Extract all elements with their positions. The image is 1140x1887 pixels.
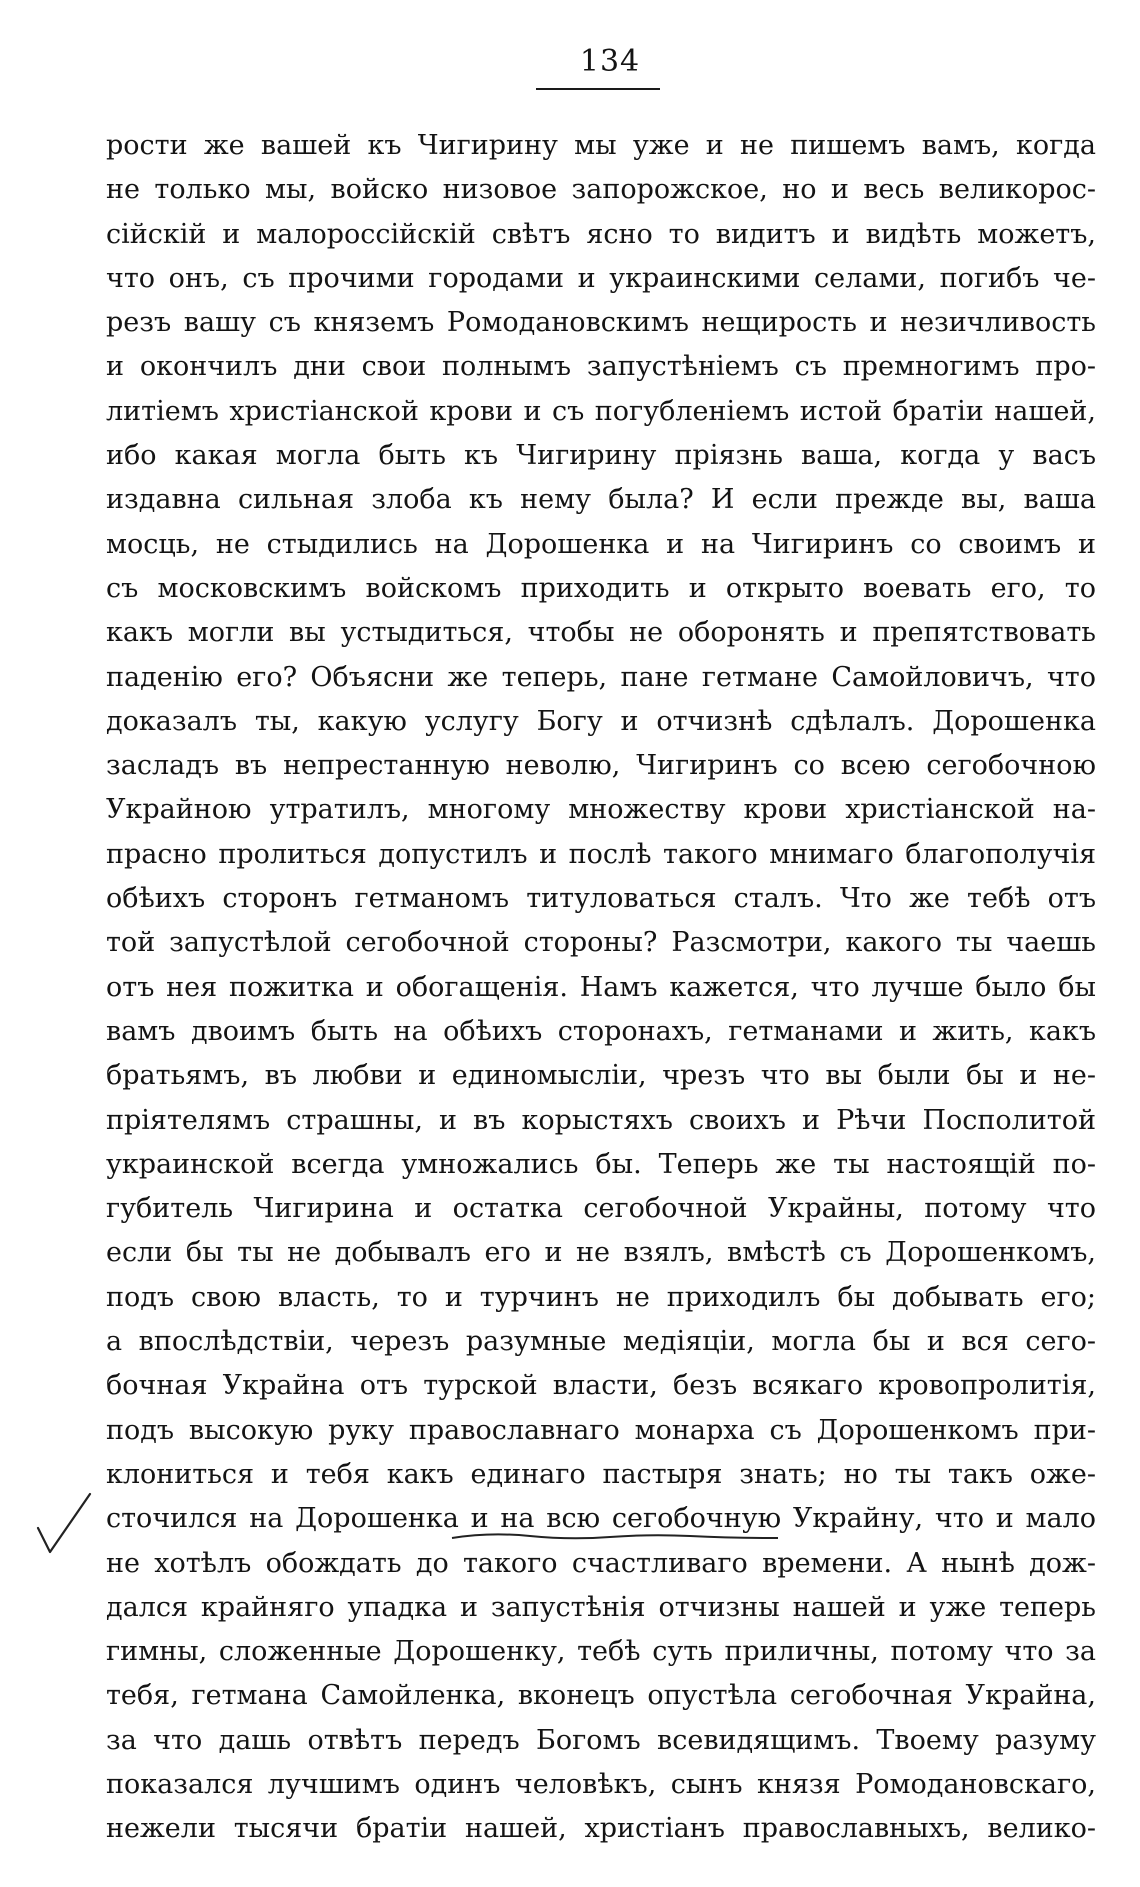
body-text <box>106 124 1096 1852</box>
text-line: засладъ въ непрестанную неволю, Чигиринъ со всею сегобочною <box>106 750 1096 782</box>
text-line: пріятелямъ страшны, и въ корыстяхъ своихъ и Рѣчи Посполитой <box>106 1104 1096 1136</box>
text-line: съ московскимъ войскомъ приходить и открыто воевать его, то <box>106 572 1096 604</box>
text-line: показался лучшимъ одинъ человѣкъ, сынъ князя Ромодановскаго, <box>106 1768 1096 1800</box>
text-line: прасно пролиться допустилъ и послѣ такого мнимаго благополучія <box>106 838 1096 870</box>
text-line: сточился на Дорошенка и на всю сегобочную Украйну, что и мало <box>106 1503 1096 1535</box>
text-line: не только мы, войско низовое запорожское, но и весь великорос- <box>106 174 1096 206</box>
text-line: той запустѣлой сегобочной стороны? Разсмотри, какого ты чаешь <box>106 927 1096 959</box>
text-line: и окончилъ дни свои полнымъ запустѣніемъ съ премногимъ про- <box>106 351 1096 383</box>
text-line: нежели тысячи братіи нашей, христіанъ православныхъ, велико- <box>106 1813 1096 1845</box>
text-line: не хотѣлъ обождать до такого счастливаго времени. А нынѣ дож- <box>106 1547 1096 1579</box>
text-line: губитель Чигирина и остатка сегобочной Украйны, потому что <box>106 1193 1096 1225</box>
text-line: подъ свою власть, то и турчинъ не приходилъ бы добывать его; <box>106 1281 1096 1313</box>
handwritten-underline <box>450 1530 780 1544</box>
text-line: клониться и тебя какъ единаго пастыря знать; но ты такъ оже- <box>106 1458 1096 1490</box>
text-line: а впослѣдствіи, черезъ разумные медіяціи, могла бы и вся сего- <box>106 1326 1096 1358</box>
text-line: доказалъ ты, какую услугу Богу и отчизнѣ сдѣлалъ. Дорошенка <box>106 705 1096 737</box>
text-line: за что дашь отвѣтъ передъ Богомъ всевидящимъ. Твоему разуму <box>106 1724 1096 1756</box>
text-line: литіемъ христіанской крови и съ погубленіемъ истой братіи нашей, <box>106 395 1096 427</box>
text-line: вамъ двоимъ быть на обѣихъ сторонахъ, гетманами и жить, какъ <box>106 1015 1096 1047</box>
text-line: гимны, сложенные Дорошенку, тебѣ суть приличны, потому что за <box>106 1636 1096 1668</box>
text-line: Украйною утратилъ, многому множеству крови христіанской на- <box>106 794 1096 826</box>
handwritten-checkmark-icon <box>34 1490 94 1560</box>
text-line: издавна сильная злоба къ нему была? И если прежде вы, ваша <box>106 484 1096 516</box>
text-line: резъ вашу съ княземъ Ромодановскимъ нещирость и незичливость <box>106 307 1096 339</box>
text-line: что онъ, съ прочими городами и украинскими селами, погибъ че- <box>106 262 1096 294</box>
text-line: обѣихъ сторонъ гетманомъ титуловаться сталъ. Что же тебѣ отъ <box>106 883 1096 915</box>
text-line: ибо какая могла быть къ Чигирину пріязнь ваша, когда у васъ <box>106 440 1096 472</box>
page-number-rule <box>536 88 660 90</box>
text-line: украинской всегда умножались бы. Теперь же ты настоящій по- <box>106 1148 1096 1180</box>
text-line: тебя, гетмана Самойленка, вконецъ опустѣла сегобочная Украйна, <box>106 1680 1096 1712</box>
text-line: подъ высокую руку православнаго монарха съ Дорошенкомъ при- <box>106 1414 1096 1446</box>
text-line: паденію его? Объясни же теперь, пане гетмане Самойловичъ, что <box>106 661 1096 693</box>
text-line: мосць, не стыдились на Дорошенка и на Чигиринъ со своимъ и <box>106 528 1096 560</box>
text-line: какъ могли вы устыдиться, чтобы не оборонять и препятствовать <box>106 617 1096 649</box>
text-line: бочная Украйна отъ турской власти, безъ всякаго кровопролитія, <box>106 1370 1096 1402</box>
text-line: дался крайняго упадка и запустѣнія отчизны нашей и уже теперь <box>106 1591 1096 1623</box>
text-line: братьямъ, въ любви и единомысліи, чрезъ что вы были бы и не- <box>106 1060 1096 1092</box>
text-line: сійскій и малороссійскій свѣтъ ясно то видитъ и видѣть можетъ, <box>106 218 1096 250</box>
page-number: 134 <box>579 44 641 79</box>
text-line: рости же вашей къ Чигирину мы уже и не пишемъ вамъ, когда <box>106 130 1096 161</box>
text-line: отъ нея пожитка и обогащенія. Намъ кажется, что лучше было бы <box>106 971 1096 1003</box>
text-line: если бы ты не добывалъ его и не взялъ, вмѣстѣ съ Дорошенкомъ, <box>106 1237 1096 1269</box>
